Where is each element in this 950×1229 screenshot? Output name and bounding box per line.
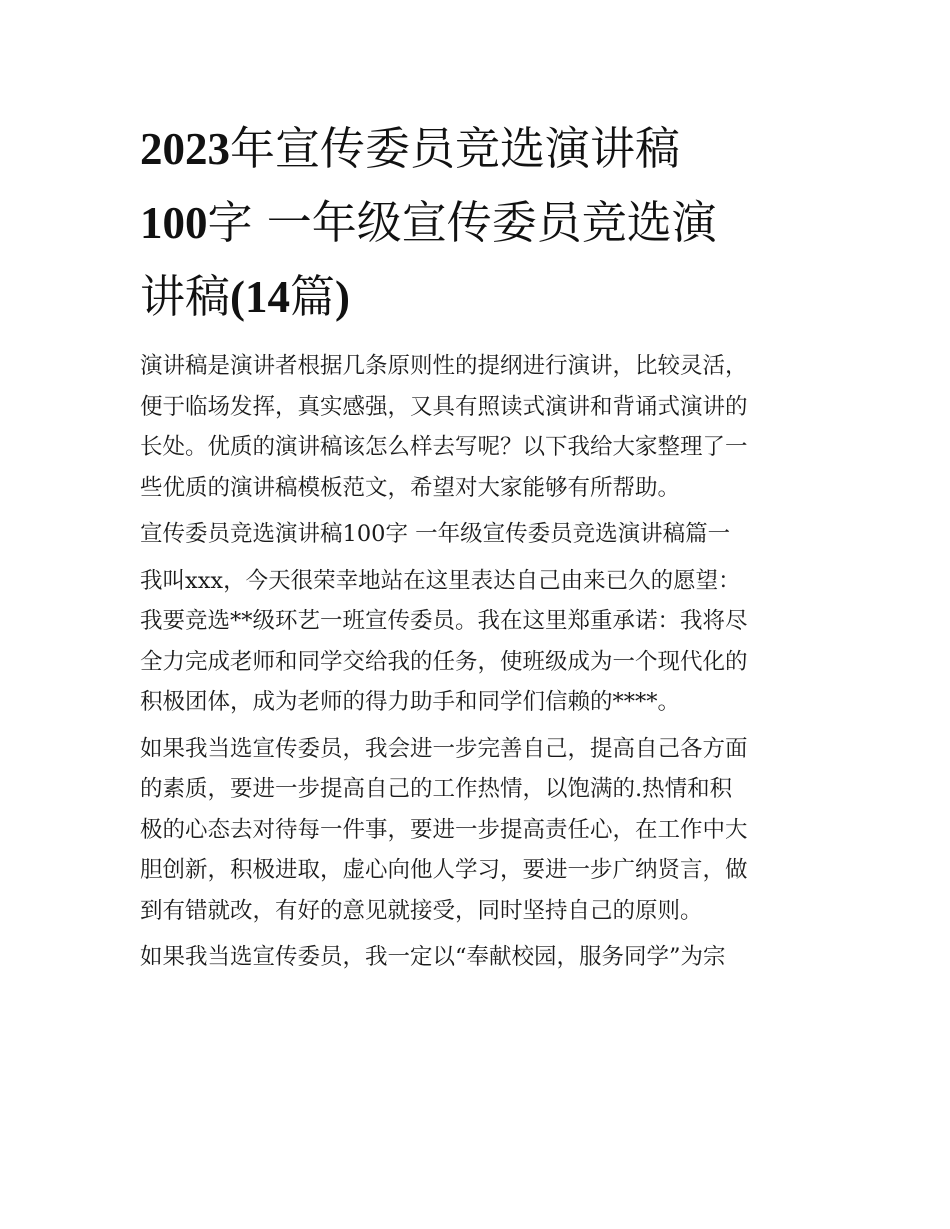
body-paragraph bbox=[140, 346, 812, 508]
body-paragraph bbox=[140, 514, 812, 555]
paragraph-line: 胆创新，积极进取，虚心向他人学习，要进一步广纳贤言，做 bbox=[140, 857, 748, 883]
body-paragraph bbox=[140, 561, 812, 723]
title-segment: 字 一年级宣传委员竞选演 bbox=[207, 196, 717, 249]
paragraph-line: 便于临场发挥，真实感强，又具有照读式演讲和背诵式演讲的 bbox=[140, 393, 748, 420]
paragraph-line: 极的心态去对待每一件事，要进一步提高责任心，在工作中大 bbox=[140, 816, 748, 843]
paragraph-line: 的素质，要进一步提高自己的工作热情，以饱满的.热情和积 bbox=[140, 776, 733, 802]
paragraph-line: 如果我当选宣传委员，我会进一步完善自己，提高自己各方面 bbox=[140, 735, 748, 762]
body-paragraph bbox=[140, 729, 812, 932]
paragraph-line: 如果我当选宣传委员，我一定以“奉献校园，服务同学”为宗 bbox=[140, 944, 726, 970]
paragraph-line: 长处。优质的演讲稿该怎么样去写呢？以下我给大家整理了一 bbox=[140, 434, 748, 460]
title-line bbox=[140, 112, 812, 186]
title-segment: 2023 bbox=[140, 124, 230, 174]
title-segment: 100 bbox=[140, 198, 208, 248]
document-content bbox=[140, 112, 812, 984]
paragraph-line: 我叫xxx，今天很荣幸地站在这里表达自己由来已久的愿望： bbox=[140, 567, 741, 594]
title-segment: (14 bbox=[230, 272, 291, 322]
title-line bbox=[140, 186, 812, 260]
paragraph-line: 宣传委员竞选演讲稿100字 一年级宣传委员竞选演讲稿篇一 bbox=[140, 521, 731, 547]
title-segment: ) bbox=[335, 272, 351, 322]
paragraph-line: 些优质的演讲稿模板范文，希望对大家能够有所帮助。 bbox=[140, 474, 681, 501]
paragraph-line: 到有错就改，有好的意见就接受，同时坚持自己的原则。 bbox=[140, 897, 703, 924]
paragraph-line: 演讲稿是演讲者根据几条原则性的提纲进行演讲，比较灵活， bbox=[140, 353, 748, 379]
paragraph-line: 积极团体，成为老师的得力助手和同学们信赖的****。 bbox=[140, 689, 681, 715]
document-title bbox=[140, 112, 812, 334]
title-line bbox=[140, 260, 812, 334]
paragraph-line: 全力完成老师和同学交给我的任务，使班级成为一个现代化的 bbox=[140, 648, 748, 675]
document-body bbox=[140, 346, 812, 978]
body-paragraph bbox=[140, 937, 812, 978]
title-segment: 讲稿 bbox=[140, 270, 231, 323]
paragraph-line: 我要竞选**级环艺一班宣传委员。我在这里郑重承诺：我将尽 bbox=[140, 608, 748, 634]
title-segment: 篇 bbox=[290, 270, 336, 323]
title-segment: 年宣传委员竞选演讲稿 bbox=[230, 122, 681, 175]
